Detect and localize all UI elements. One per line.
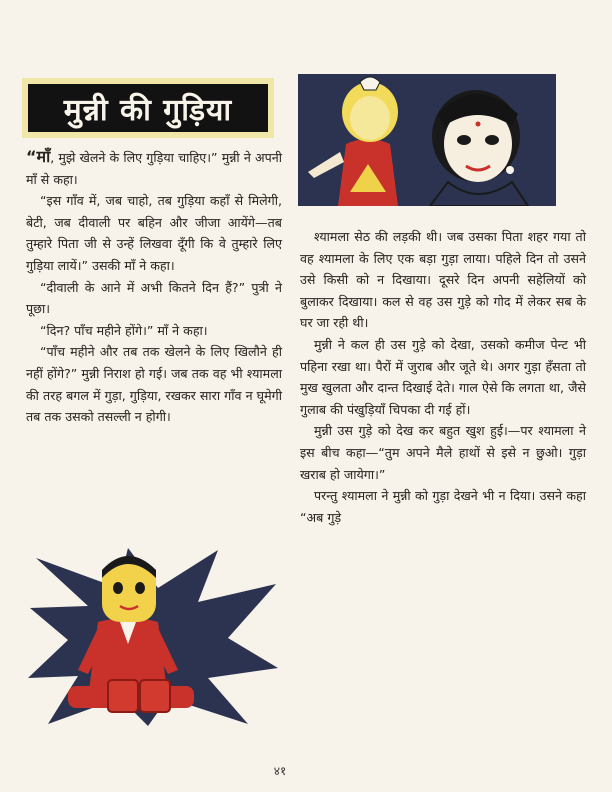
paragraph: श्यामला सेठ की लड़की थी। जब उसका पिता शहर गया तो वह श्यामला के लिए एक बड़ा गुड़ा लाया। पहिले दिन तो उसने उसे किसी को न दिखाया। दूसरे दिन अपनी सहेलियों को बुलाकर दिखाया। कल से वह उस गुड़े को गोद में लेकर सब के घर जा रही थी। bbox=[300, 229, 586, 331]
paragraph: “दीवाली के आने में अभी कितने दिन हैं?” पुत्री ने पूछा। bbox=[26, 279, 282, 317]
paragraph: “दिन? पाँच महीने होंगे।” माँ ने कहा। bbox=[40, 322, 208, 338]
paragraph: परन्तु श्यामला ने मुन्नी को गुड़ा देखने भी न दिया। उसने कहा “अब गुड़े bbox=[300, 488, 586, 525]
left-text-column bbox=[26, 146, 282, 428]
paragraph: “पाँच महीने और तब तक खेलने के लिए खिलौने ही नहीं होंगे?” मुन्नी निराश हो गई। जब तक वह भी श्यामला की तरह बगल में गुड़ा, गुड़िया, रखकर सारा गाँव न घूमेगी तब तक उसको तसल्ली न होगी। bbox=[26, 344, 282, 425]
story-title: मुन्नी की गुड़िया bbox=[63, 92, 233, 128]
opening-quote: “ bbox=[26, 147, 37, 166]
paragraph: “माँ, मुझे खेलने के लिए गुड़िया चाहिए।” मुन्नी ने अपनी माँ से कहा। bbox=[26, 147, 282, 187]
paragraph: मुन्नी उस गुड़े को देख कर बहुत खुश हुई।—पर श्यामला ने इस बीच कहा—“तुम अपने मैले हाथों से इसे न छुओ। गुड़ा खराब हो जायेगा।” bbox=[300, 423, 586, 482]
girl-with-doll-illustration bbox=[298, 74, 556, 206]
paragraph: “इस गाँव में, जब चाहो, तब गुड़िया कहाँ से मिलेगी, बेटी, जब दीवाली पर बहिन और जीजा आयेंगे—तब तुम्हारे पिता जी से उन्हें लिखवा दूँगी कि वे तुम्हारे लिए गुड़िया लायें।” उसकी माँ ने कहा। bbox=[26, 193, 282, 273]
title-banner bbox=[22, 78, 274, 138]
right-text-column bbox=[300, 226, 586, 528]
boy-doll-illustration bbox=[28, 548, 282, 726]
paragraph: मुन्नी ने कल ही उस गुड़े को देखा, उसको कमीज पेन्ट भी पहिना रखा था। पैरों में जुराब और जूते थे। अगर गुड़ा हँसता तो मुख खुलता और दान्त दिखाई देते। गाल ऐसे कि लगता था, जैसे गुलाब की पंखुड़ियाँ चिपका दी गई हों। bbox=[300, 336, 586, 417]
lead-word: माँ bbox=[36, 147, 51, 166]
page-number: ४१ bbox=[273, 764, 287, 778]
